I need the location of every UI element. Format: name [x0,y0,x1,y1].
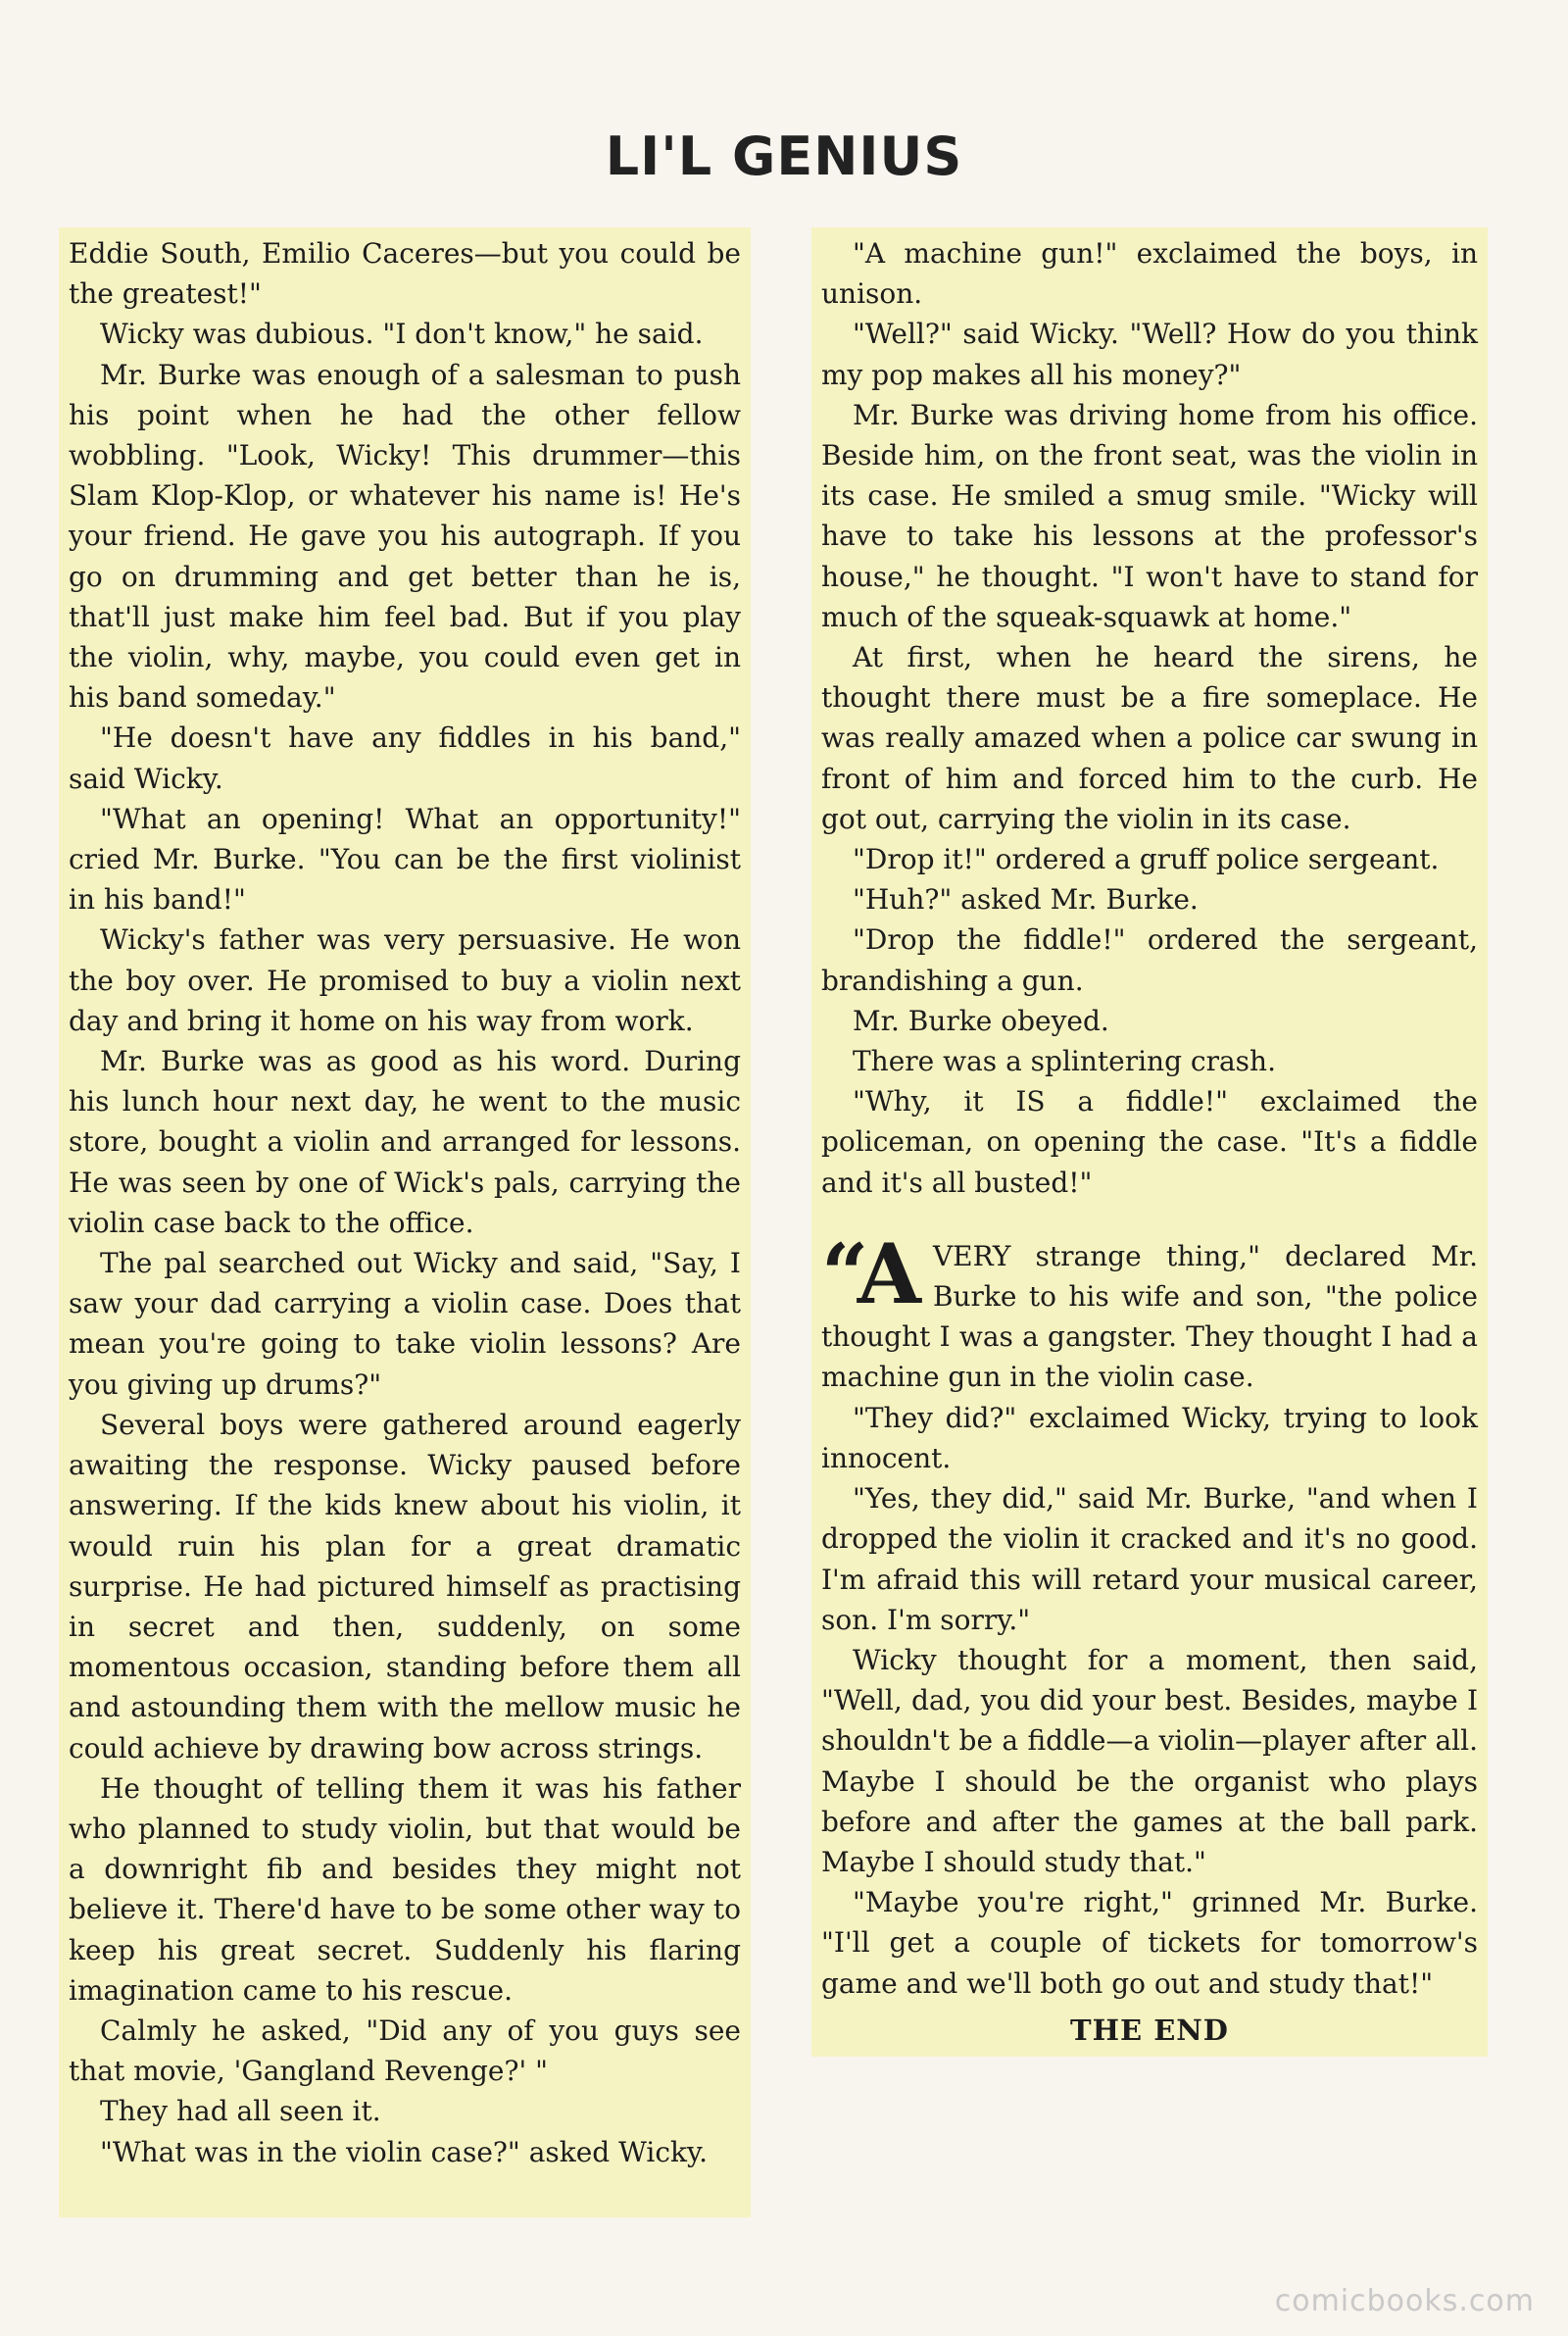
paragraph: Calmly he asked, "Did any of you guys see that movie, 'Gangland Revenge?' " [69,2013,741,2088]
dropcap-text: VERY strange thing," declared Mr. Burke to his wife and son, "the police thought I was a gangster. They thought I had a machine gun in the violin case. [821,1239,1478,1394]
dropcap-letter: A [857,1224,921,1322]
paragraph: They had all seen it. [100,2095,381,2128]
paragraph: "Drop the fiddle!" ordered the sergeant, brandishing a gun. [821,923,1478,997]
paragraph: Mr. Burke obeyed. [853,1004,1109,1037]
dropcap-paragraph [821,1224,1478,1398]
paragraph: He thought of telling them it was his father who planned to study violin, but that would be a downright fib and besides they might not believe it. There'd have to be some other way to keep his great secret. Suddenly his flaring imagination came to his rescue. [69,1771,741,2007]
paragraph: "Huh?" asked Mr. Burke. [853,883,1199,917]
paragraph: Eddie South, Emilio Caceres—but you could be the greatest!" [69,237,741,311]
paragraph: Mr. Burke was driving home from his office. Beside him, on the front seat, was the violin in its case. He smiled a smug smile. "Wicky will have to take his lessons at the professor's house," he thought. "I won't have to stand for much of the squeak-squawk at home." [821,398,1478,633]
paragraph: Mr. Burke was enough of a salesman to push his point when he had the other fellow wobbling. "Look, Wicky! This drummer—this Slam Klop-Klop, or whatever his name is! He's your friend. He gave you his autograph. If you go on drumming and get better than he is, that'll just make him feel bad. But if you play the violin, why, maybe, you could even get in his band someday." [69,358,741,715]
page-title: LI'L GENIUS [605,125,963,187]
paragraph: "Drop it!" ordered a gruff police sergeant. [853,843,1440,876]
story-column-right [811,227,1488,2057]
paragraph: "A machine gun!" exclaimed the boys, in unison. [821,237,1478,311]
paragraph: "Maybe you're right," grinned Mr. Burke. "I'll get a couple of tickets for tomorrow's game and we'll both go out and study that!" [821,1886,1478,2000]
paragraph: Wicky was dubious. "I don't know," he said. [100,318,704,351]
paragraph: "What was in the violin case?" asked Wicky. [100,2135,709,2168]
paragraph: "They did?" exclaimed Wicky, trying to look innocent. [821,1401,1478,1474]
paragraph: Wicky thought for a moment, then said, "Well, dad, you did your best. Besides, maybe I shouldn't be a fiddle—a violin—player after all. Maybe I should be the organist who plays before and after the games at the ball park. Maybe I should study that." [821,1643,1478,1878]
watermark: comicbooks.com [1274,2284,1535,2318]
paragraph: "What an opening! What an opportunity!" cried Mr. Burke. "You can be the first violinist in his band!" [69,802,741,917]
paragraph: Several boys were gathered around eagerly awaiting the response. Wicky paused before answering. If the kids knew about his violin, it would ruin his plan for a great dramatic surprise. He had pictured himself as practising in secret and then, suddenly, on some momentous occasion, standing before them all and astounding them with the mellow music he could achieve by drawing bow across strings. [69,1408,741,1764]
paragraph: "Well?" said Wicky. "Well? How do you think my pop makes all his money?" [821,318,1478,391]
the-end-label: THE END [1070,2013,1229,2047]
paragraph: The pal searched out Wicky and said, "Say, I saw your dad carrying a violin case. Does that mean you're going to take violin lessons? Are you giving up drums?" [69,1247,741,1401]
paragraph: "He doesn't have any fiddles in his band," said Wicky. [69,721,741,795]
paragraph: Mr. Burke was as good as his word. During his lunch hour next day, he went to the music store, bought a violin and arranged for lessons. He was seen by one of Wick's pals, carrying the violin case back to the office. [69,1045,741,1239]
paragraph: "Why, it IS a fiddle!" exclaimed the policeman, on opening the case. "It's a fiddle and it's all busted!" [821,1085,1478,1199]
paragraph: Wicky's father was very persuasive. He won the boy over. He promised to buy a violin next day and bring it home on his way from work. [69,923,741,1037]
paragraph: "Yes, they did," said Mr. Burke, "and when I dropped the violin it cracked and it's no good. I'm afraid this will retard your musical career, son. I'm sorry." [821,1482,1478,1636]
drop-cap [821,1224,921,1322]
paragraph: At first, when he heard the sirens, he thought there must be a fire someplace. He was really amazed when a police car swung in front of him and forced him to the curb. He got out, carrying the violin in its case. [821,641,1478,835]
paragraph: There was a splintering crash. [853,1045,1276,1078]
dropcap-quote: “ [821,1224,858,1322]
story-column-left [59,227,751,2217]
